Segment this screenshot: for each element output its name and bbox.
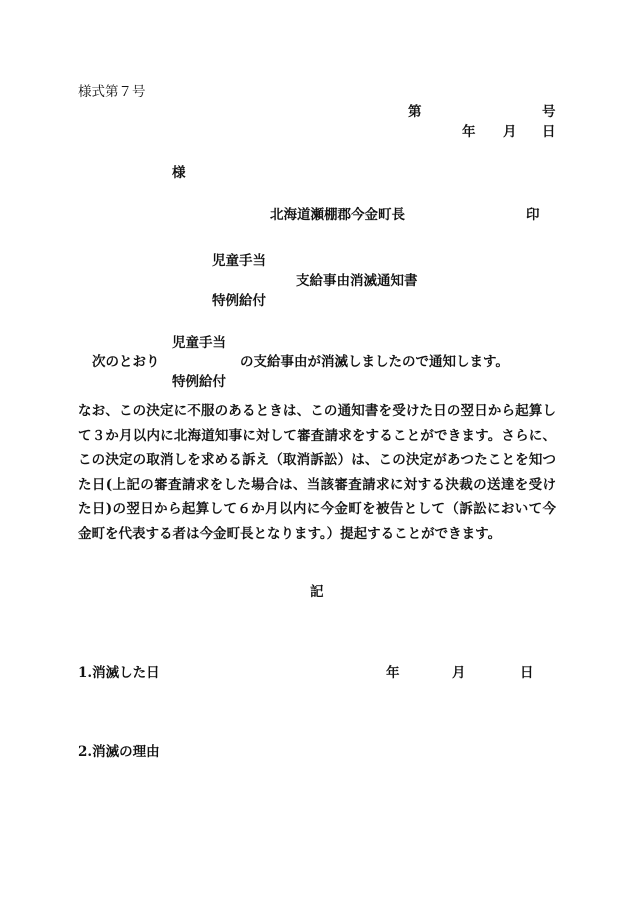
title-upper-option: 児童手当	[212, 253, 266, 269]
item2-label: 2.消滅の理由	[78, 744, 160, 760]
item1-label: 1.消滅した日	[78, 665, 160, 681]
ki-marker: 記	[310, 584, 324, 600]
notice-lower-option: 特例給付	[172, 374, 226, 390]
document-title: 支給事由消滅通知書	[296, 273, 418, 289]
date-day-label: 日	[542, 124, 556, 140]
item1-month: 月	[452, 665, 466, 681]
appeal-paragraph: なお、この決定に不服のあるときは、この通知書を受けた日の翌日から起算して３か月以内に北海道知事に対して審査請求をすることができます。さらに、この決定の取消しを求める訴え（取消訴訟）は、この決定があつたことを知つた日(上記の審査請求をした場合は、当該審査請求に対する決裁の送達を受けた日)の翌日から起算して６か月以内に今金町を被告として（訴訟において今金町を代表する者は今金町長となります。）提起することができます。	[78, 403, 556, 542]
doc-number-prefix: 第	[408, 104, 422, 120]
notice-upper-option: 児童手当	[172, 335, 226, 351]
issuer-name: 北海道瀬棚郡今金町長	[270, 207, 405, 223]
date-year-label: 年	[462, 124, 476, 140]
form-number: 様式第７号	[78, 84, 146, 100]
seal-mark: 印	[526, 207, 540, 223]
item1-day: 日	[520, 665, 534, 681]
item1-year: 年	[386, 665, 400, 681]
notice-prefix: 次のとおり	[92, 354, 160, 370]
date-month-label: 月	[503, 124, 517, 140]
addressee-suffix: 様	[172, 165, 186, 181]
title-lower-option: 特例給付	[212, 293, 266, 309]
notice-suffix: の支給事由が消滅しましたので通知します。	[240, 354, 509, 370]
doc-number-suffix: 号	[542, 104, 556, 120]
